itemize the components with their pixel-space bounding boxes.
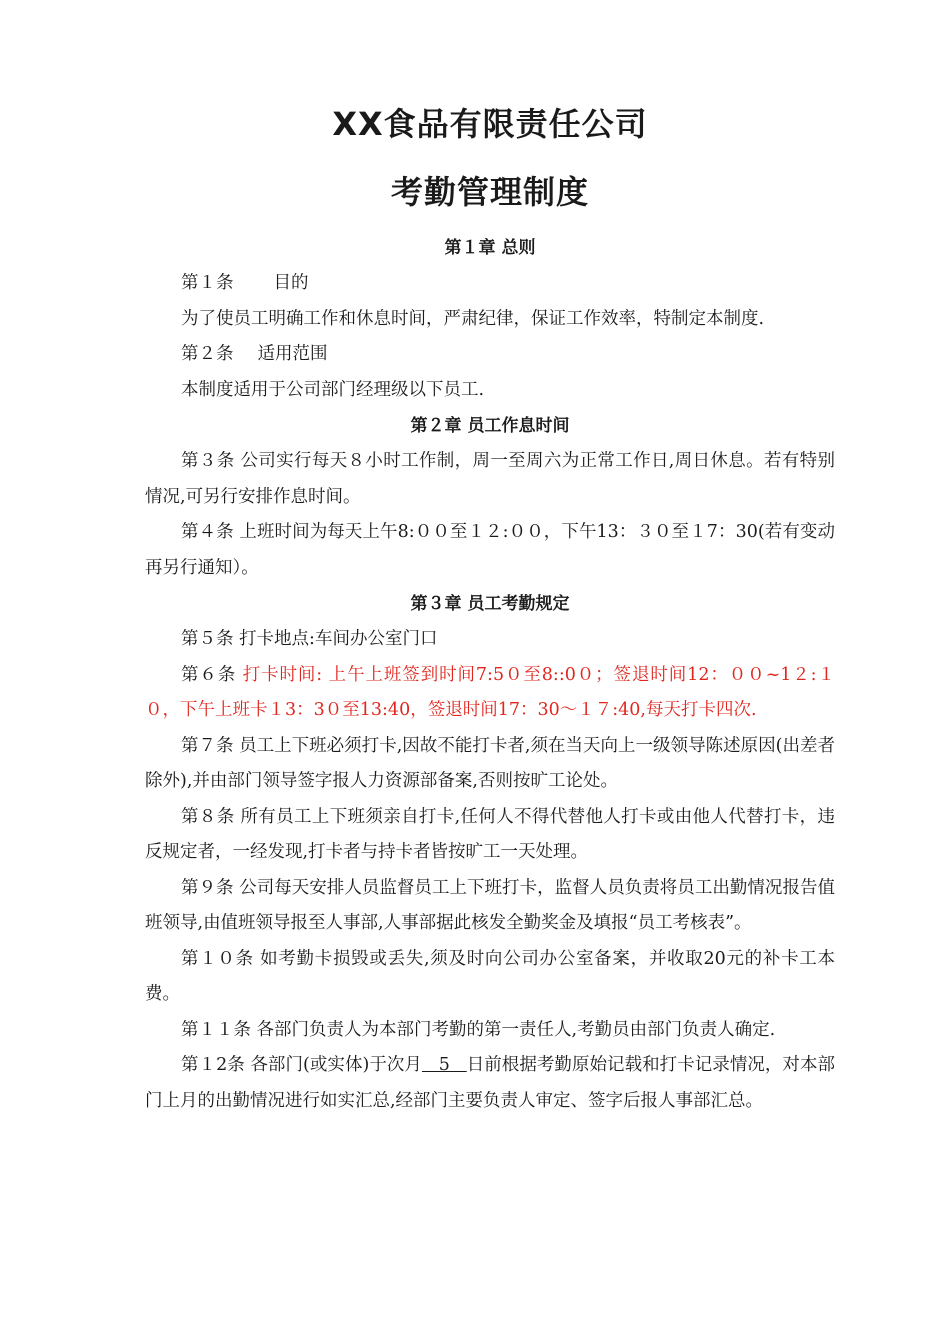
article-1-text: 为了使员工明确工作和休息时间，严肃纪律，保证工作效率，特制定本制度. bbox=[181, 308, 765, 329]
article-1-heading bbox=[145, 266, 835, 302]
article-7: 第７条 员工上下班必须打卡,因故不能打卡者,须在当天向上一级领导陈述原因(出差者除外),并由部门领导签字报人力资源部备案,否则按旷工论处。 bbox=[145, 735, 835, 791]
article-6 bbox=[145, 658, 835, 729]
article-6-label: 第６条 bbox=[181, 664, 243, 685]
article-5: 第５条 打卡地点:车间办公室门口 bbox=[181, 629, 438, 649]
chapter-3-heading: 第３章 员工考勤规定 bbox=[410, 594, 570, 614]
company-title: XX食品有限责任公司 bbox=[332, 105, 648, 143]
chapter-2-heading: 第２章 员工作息时间 bbox=[410, 416, 570, 436]
article-1-title: 目的 bbox=[273, 273, 309, 293]
article-11: 第１１条 各部门负责人为本部门考勤的第一责任人,考勤员由部门负责人确定. bbox=[181, 1019, 776, 1040]
article-6-text: 打卡时间: 上午上班签到时间7:5０至8::0０；签退时间12：００~1２:１０，下午上班卡１3：3０至13:40，签退时间17：30～１７:40,每天打卡四次. bbox=[145, 664, 835, 720]
article-12-day-blank: 5 bbox=[421, 1055, 467, 1075]
article-2-heading bbox=[145, 337, 835, 373]
article-1-label: 第１条 bbox=[181, 273, 234, 293]
document-page bbox=[145, 92, 835, 1119]
article-4: 第４条 上班时间为每天上午8:００至１２:００，下午13：３０至１7：30(若有变动再另行通知）。 bbox=[145, 522, 835, 578]
chapter-1-heading: 第１章 总则 bbox=[444, 238, 536, 258]
article-3: 第３条 公司实行每天８小时工作制，周一至周六为正常工作日,周日休息。若有特别情况,可另行安排作息时间。 bbox=[145, 451, 835, 507]
article-10: 第１０条 如考勤卡损毁或丢失,须及时向公司办公室备案，并收取20元的补卡工本费。 bbox=[145, 948, 835, 1004]
article-2-title: 适用范围 bbox=[257, 344, 328, 364]
document-title: 考勤管理制度 bbox=[390, 173, 589, 211]
article-9: 第９条 公司每天安排人员监督员工上下班打卡，监督人员负责将员工出勤情况报告值班领导,由值班领导报至人事部,人事部据此核发全勤奖金及填报“员工考核表”。 bbox=[145, 877, 835, 933]
article-12 bbox=[145, 1048, 835, 1119]
article-12-after: 日前根据考勤原始记载和打卡记录情况，对本部门上月的出勤情况进行如实汇总,经部门主要负责人审定、签字后报人事部汇总。 bbox=[145, 1055, 836, 1111]
article-12-before: 第１2条 各部门(或实体)于次月 bbox=[181, 1055, 422, 1075]
article-8: 第８条 所有员工上下班须亲自打卡,任何人不得代替他人打卡或由他人代替打卡，违反规定者，一经发现,打卡者与持卡者皆按旷工一天处理。 bbox=[145, 806, 835, 862]
article-2-label: 第２条 bbox=[181, 344, 234, 364]
article-2-text: 本制度适用于公司部门经理级以下员工. bbox=[181, 379, 485, 400]
